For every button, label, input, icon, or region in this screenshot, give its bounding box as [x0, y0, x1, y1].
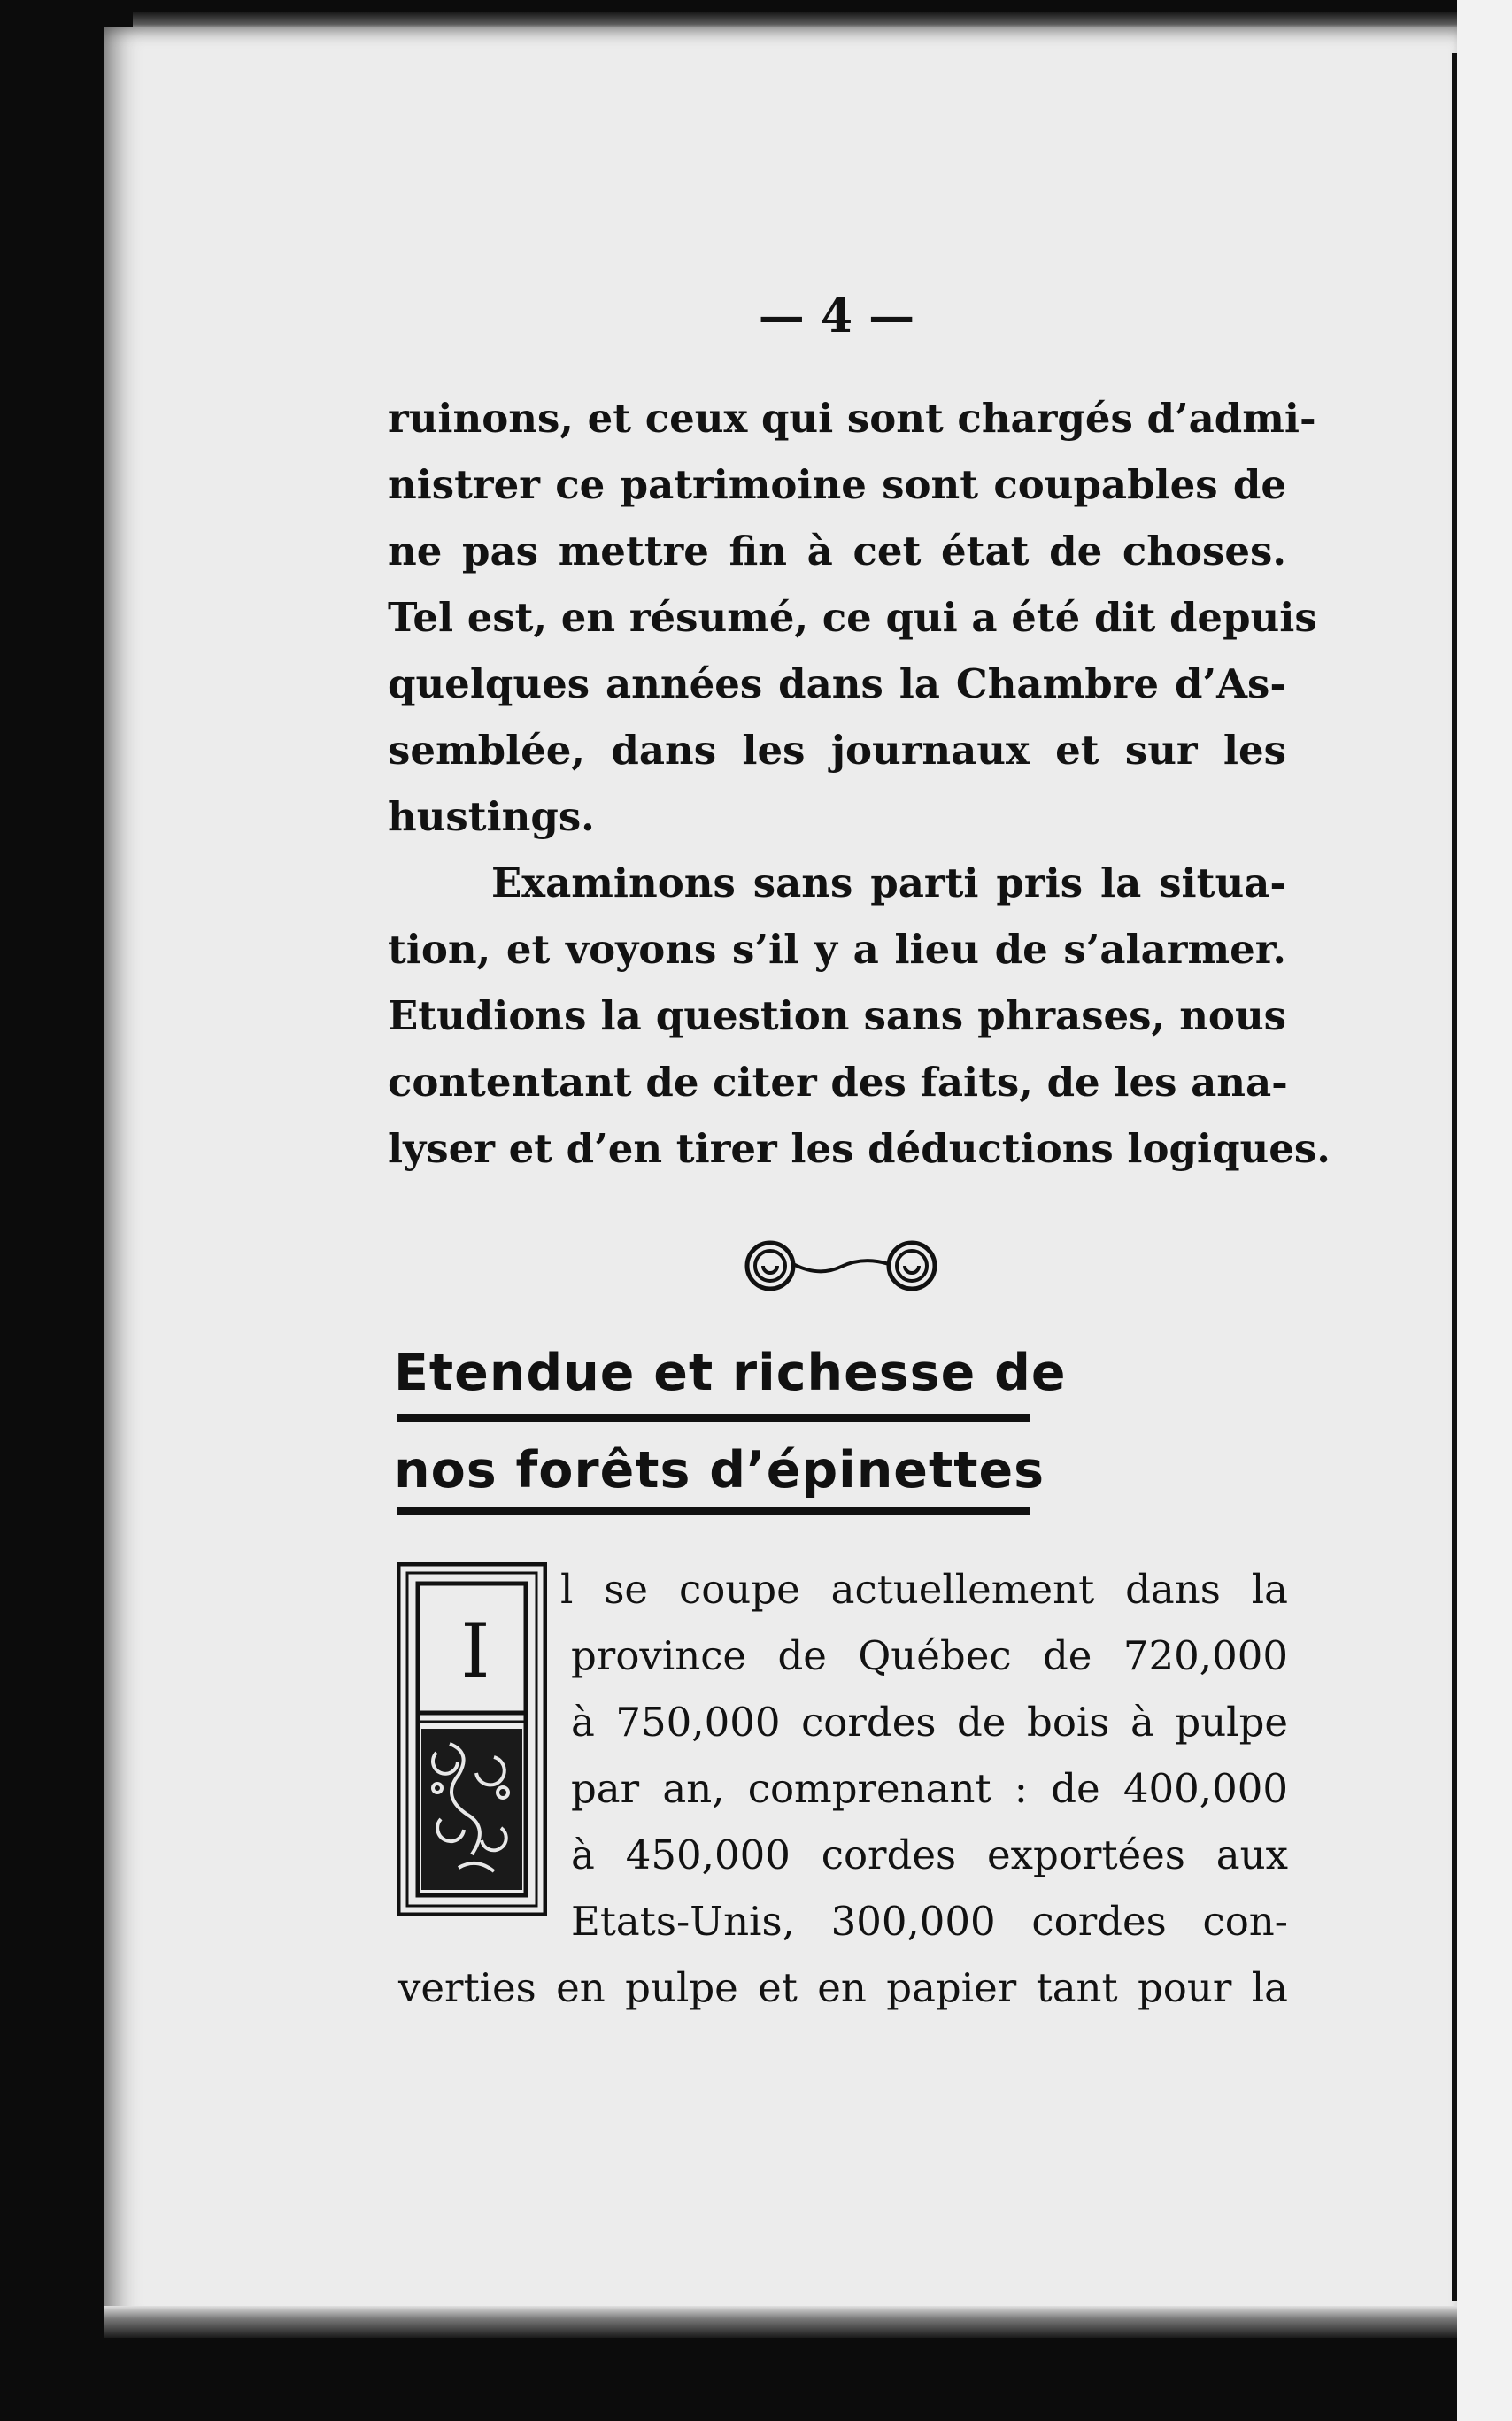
page-bottom-edge — [104, 2306, 1459, 2338]
text-line: à 450,000 cordes exportées aux — [571, 1831, 1288, 1878]
text-line: nistrer ce patrimoine sont coupables de — [388, 461, 1286, 508]
text-line: ne pas mettre fin à cet état de choses. — [388, 528, 1286, 574]
text-line: Etats-Unis, 300,000 cordes con- — [571, 1898, 1288, 1945]
text-line: par an, comprenant : de 400,000 — [571, 1765, 1288, 1812]
page-number: — 4 — — [758, 289, 915, 343]
text-line: lyser et d’en tirer les déductions logiques. — [388, 1125, 1331, 1172]
text-line: Tel est, en résumé, ce qui a été dit depuis — [388, 594, 1317, 641]
heading-underline — [397, 1507, 1030, 1515]
dropcap-letter: I — [460, 1608, 490, 1694]
text-line: contentant de citer des faits, de les ana- — [388, 1059, 1288, 1106]
section-heading-line-1: Etendue et richesse de — [394, 1344, 1067, 1402]
text-line: Etudions la question sans phrases, nous — [388, 992, 1286, 1039]
text-line: tion, et voyons s’il y a lieu de s’alarmer. — [388, 926, 1286, 973]
section-heading-line-2: nos forêts d’épinettes — [394, 1441, 1045, 1500]
adjacent-page-strip — [1457, 0, 1512, 2421]
text-line: hustings. — [388, 793, 595, 840]
text-line: province de Québec de 720,000 — [571, 1632, 1288, 1679]
text-line: ruinons, et ceux qui sont chargés d’admi- — [388, 395, 1316, 442]
text-line: semblée, dans les journaux et sur les — [388, 727, 1286, 774]
text-line: quelques années dans la Chambre d’As- — [388, 660, 1286, 707]
text-line: verties en pulpe et en papier tant pour la — [398, 1964, 1288, 2011]
page-gutter-rule — [1452, 53, 1457, 2301]
text-line: à 750,000 cordes de bois à pulpe — [571, 1699, 1288, 1746]
text-line: l se coupe actuellement dans la — [560, 1566, 1288, 1613]
text-line: Examinons sans parti pris la situa- — [491, 860, 1286, 906]
scroll-ornament — [739, 1235, 943, 1297]
heading-underline — [397, 1414, 1030, 1422]
